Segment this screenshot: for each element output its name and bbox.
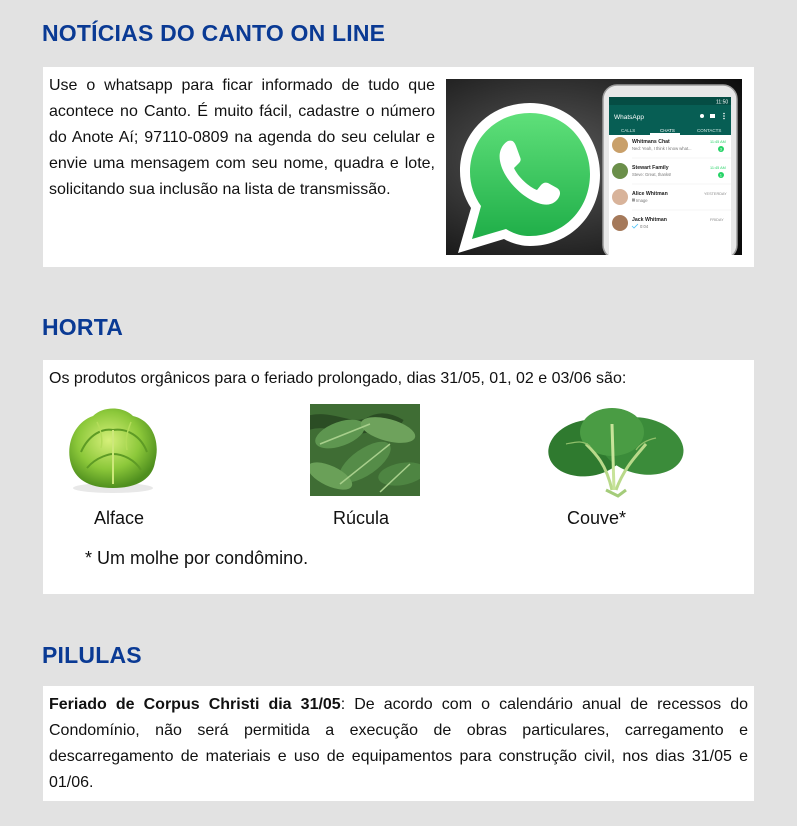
arugula-image [310, 404, 420, 501]
svg-text:11:45 AM: 11:45 AM [710, 166, 726, 170]
pilulas-bold-lead: Feriado de Corpus Christi dia 31/05 [49, 696, 341, 713]
kale-image [546, 404, 686, 505]
phone-time: 11:50 [716, 99, 729, 106]
veg-label-couve: Couve* [567, 508, 627, 528]
svg-text:Ned: Yeah, I think I know what: Ned: Yeah, I think I know what... [632, 146, 692, 151]
veg-label-rucula: Rúcula [333, 508, 390, 528]
section-heading-horta: HORTA [42, 314, 124, 340]
phone-mockup-icon [603, 85, 737, 255]
svg-text:Whitmans Chat: Whitmans Chat [632, 139, 670, 145]
svg-text:CONTACTS: CONTACTS [697, 128, 722, 133]
svg-text:CALLS: CALLS [621, 128, 636, 133]
section-heading-pilulas: PILULAS [42, 642, 142, 668]
pilulas-card [43, 686, 754, 801]
svg-text:CHATS: CHATS [660, 128, 675, 133]
noticias-card [43, 67, 754, 267]
svg-text:Stewart Family: Stewart Family [632, 165, 669, 171]
phone-app-title: WhatsApp [614, 114, 644, 121]
svg-text:FRIDAY: FRIDAY [710, 218, 724, 222]
horta-intro: Os produtos orgânicos para o feriado prolongado, dias 31/05, 01, 02 e 03/06 são: [49, 370, 627, 387]
horta-card [43, 360, 754, 594]
svg-text:0:04: 0:04 [640, 224, 649, 229]
svg-text:YESTERDAY: YESTERDAY [704, 192, 727, 196]
svg-text:1: 1 [719, 172, 723, 178]
pilulas-text: : De acordo com o calendário anual de recessos do Condomínio, não será permitida a execução de obras particulares, carregamento e descarregamento de materiais e uso de equipamentos para construção civil, nos dias 31/05 e 01/06. [49, 696, 749, 791]
svg-text:Steve: Great, thanks!: Steve: Great, thanks! [632, 172, 672, 177]
svg-text:3: 3 [719, 146, 723, 152]
lettuce-image [61, 404, 165, 501]
svg-text:11:45 AM: 11:45 AM [710, 140, 726, 144]
veg-label-alface: Alface [94, 508, 145, 528]
svg-text:Alice Whitman: Alice Whitman [632, 191, 668, 197]
horta-note: * Um molhe por condômino. [85, 548, 309, 568]
whatsapp-promo-image [446, 79, 742, 255]
svg-text:Image: Image [636, 198, 648, 203]
pilulas-body [49, 692, 748, 796]
svg-text:Jack Whitman: Jack Whitman [632, 217, 667, 223]
noticias-body: Use o whatsapp para ficar informado de tudo que acontece no Canto. É muito fácil, cadastre o número do Anote Aí; 97110-0809 na agenda do seu celular e envie uma mensagem com seu nome, quadra e lote, solicitando sua inclusão na lista de transmissão. [49, 77, 435, 198]
section-heading-noticias: NOTÍCIAS DO CANTO ON LINE [42, 20, 386, 46]
